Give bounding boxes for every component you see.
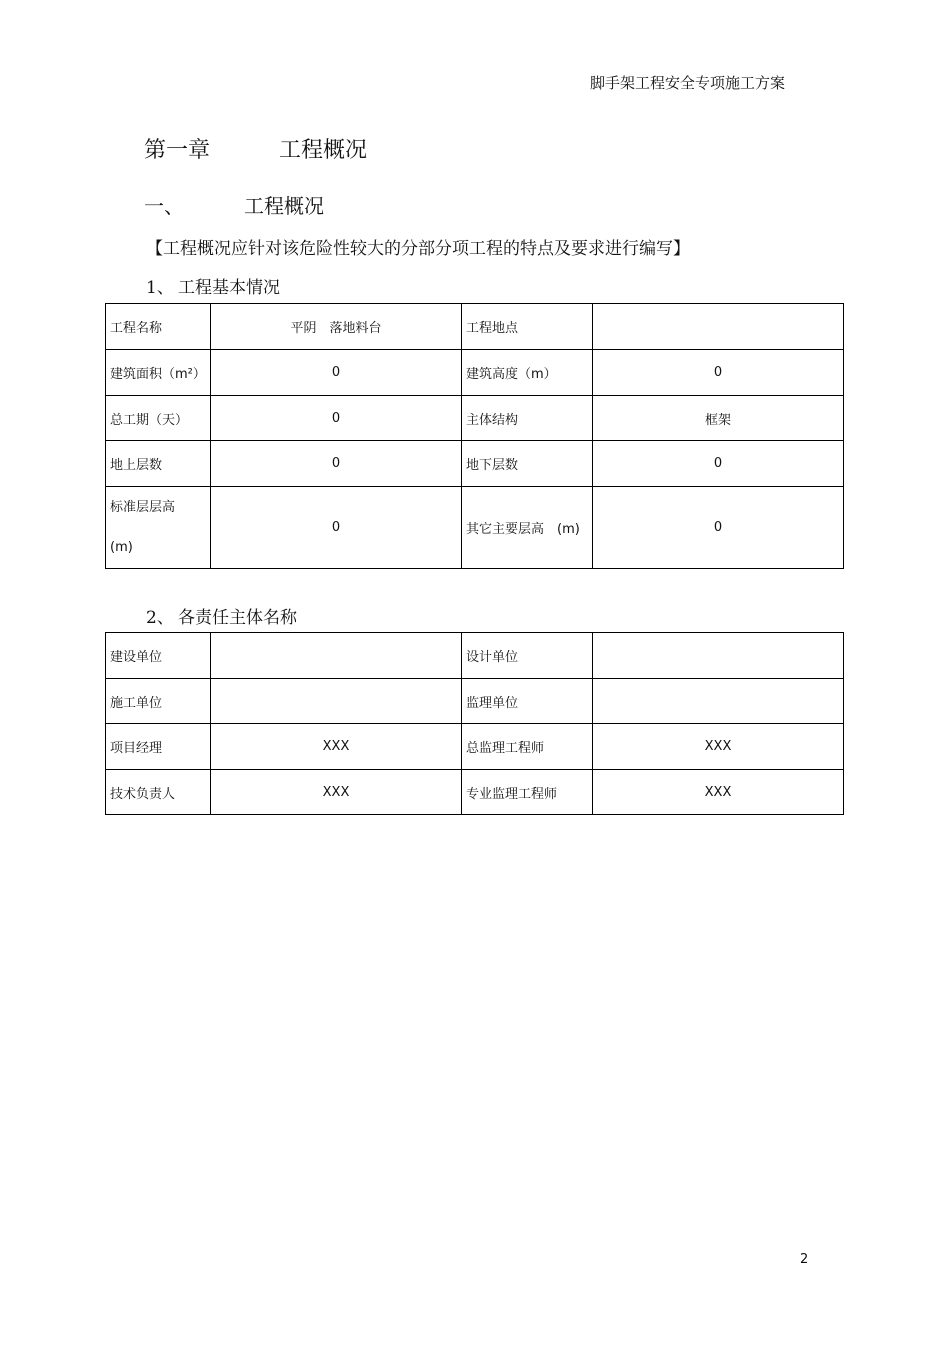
value-cell <box>211 633 462 679</box>
value-cell: 0 <box>593 350 844 396</box>
label-line: 标准层层高 <box>110 499 176 515</box>
label-cell: 技术负责人 <box>106 770 211 815</box>
chapter-number: 第一章 <box>144 138 211 163</box>
label-line: (m) <box>110 539 133 555</box>
label-cell: 其它主要层高 (m) <box>462 487 593 569</box>
value-cell: 平阴 落地料台 <box>211 304 462 350</box>
value-cell: 0 <box>593 487 844 569</box>
label-cell: 项目经理 <box>106 724 211 770</box>
label-cell: 工程名称 <box>106 304 211 350</box>
subsection-title: 各责任主体名称 <box>178 608 297 628</box>
table-row <box>106 770 844 815</box>
value-cell: XXX <box>211 770 462 815</box>
section-number: 一、 <box>144 194 184 218</box>
subsection-number: 2、 <box>146 608 174 628</box>
label-cell: 总监理工程师 <box>462 724 593 770</box>
subsection-number: 1、 <box>146 278 174 298</box>
value-cell: 框架 <box>593 396 844 441</box>
section-heading <box>144 190 324 219</box>
value-cell: 0 <box>211 441 462 487</box>
value-cell: 0 <box>211 396 462 441</box>
label-cell: 监理单位 <box>462 679 593 724</box>
table-row <box>106 633 844 679</box>
chapter-title: 工程概况 <box>279 138 368 163</box>
value-cell: XXX <box>593 770 844 815</box>
label-cell: 地上层数 <box>106 441 211 487</box>
value-cell: 0 <box>593 441 844 487</box>
project-basic-info-table <box>105 303 844 569</box>
label-cell: 建筑面积（m²） <box>106 350 211 396</box>
section-title: 工程概况 <box>244 194 324 218</box>
value-cell: XXX <box>593 724 844 770</box>
table-row <box>106 396 844 441</box>
label-cell: 总工期（天） <box>106 396 211 441</box>
label-cell: 地下层数 <box>462 441 593 487</box>
label-cell: 工程地点 <box>462 304 593 350</box>
subsection-title: 工程基本情况 <box>178 278 280 298</box>
value-cell: XXX <box>211 724 462 770</box>
label-cell: 设计单位 <box>462 633 593 679</box>
page-number: 2 <box>800 1252 809 1267</box>
value-cell <box>593 679 844 724</box>
value-cell: 0 <box>211 487 462 569</box>
value-cell <box>593 304 844 350</box>
table-row <box>106 350 844 396</box>
label-cell: 施工单位 <box>106 679 211 724</box>
label-cell: 专业监理工程师 <box>462 770 593 815</box>
label-cell: 建筑高度（m） <box>462 350 593 396</box>
table-row <box>106 441 844 487</box>
table-row <box>106 679 844 724</box>
document-header-title: 脚手架工程安全专项施工方案 <box>589 74 785 92</box>
value-cell <box>593 633 844 679</box>
section-note: 【工程概况应针对该危险性较大的分部分项工程的特点及要求进行编写】 <box>146 239 690 259</box>
table-row <box>106 304 844 350</box>
responsible-parties-table <box>105 632 844 815</box>
label-cell: 建设单位 <box>106 633 211 679</box>
label-cell: 主体结构 <box>462 396 593 441</box>
subsection-heading-responsible-parties <box>146 603 297 628</box>
label-cell <box>106 487 211 569</box>
chapter-heading <box>144 133 367 164</box>
table-row <box>106 487 844 569</box>
value-cell <box>211 679 462 724</box>
table-row <box>106 724 844 770</box>
value-cell: 0 <box>211 350 462 396</box>
subsection-heading-basic-info <box>146 273 280 298</box>
